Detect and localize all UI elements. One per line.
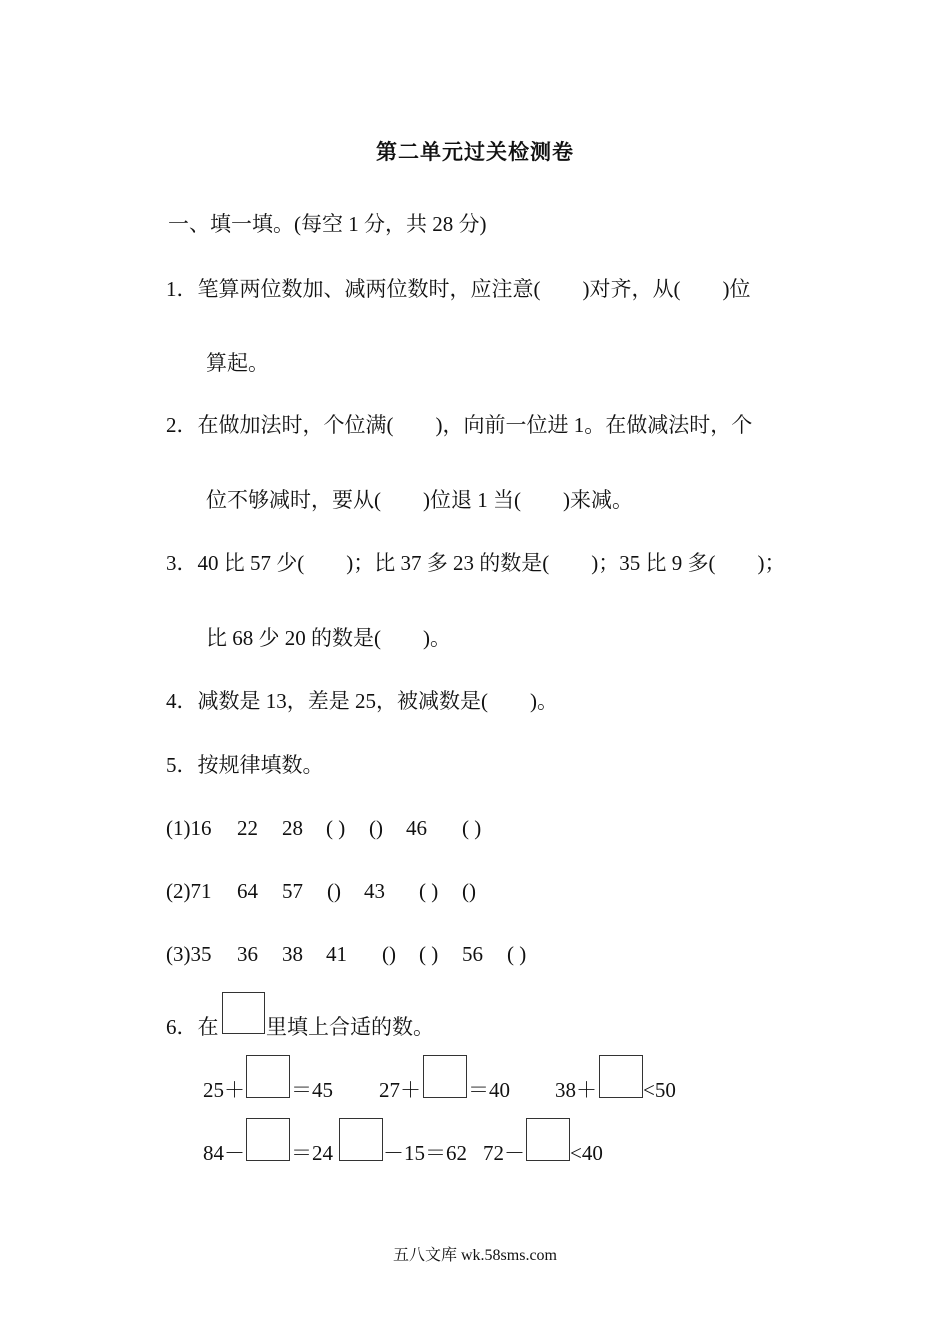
- sequence-blank[interactable]: ( ): [419, 942, 439, 966]
- sequence-cell: 64: [237, 879, 258, 903]
- sequence-blank[interactable]: ( ): [507, 942, 527, 966]
- answer-box[interactable]: [599, 1055, 643, 1098]
- sequence-cell: 41: [326, 942, 347, 966]
- answer-box[interactable]: [246, 1118, 290, 1161]
- question-6-prefix: 6．在: [166, 1015, 219, 1039]
- question-1-line-2: 算起。: [206, 351, 269, 375]
- sequence-cell: (1)16: [166, 816, 212, 840]
- question-2-line-2: 位不够减时，要从( )位退 1 当( )来减。: [206, 488, 633, 512]
- sequence-cell: 57: [282, 879, 303, 903]
- sequence-blank[interactable]: (): [462, 879, 476, 903]
- sequence-blank[interactable]: (): [327, 879, 341, 903]
- equation-term: 38＋: [555, 1078, 597, 1102]
- equation-term: ＝24: [291, 1141, 333, 1165]
- equation-term: 84－: [203, 1141, 245, 1165]
- question-1-line-1: 1．笔算两位数加、减两位数时，应注意( )对齐，从( )位: [166, 277, 751, 301]
- sequence-cell: 38: [282, 942, 303, 966]
- footer-watermark: 五八文库 wk.58sms.com: [392, 1247, 557, 1264]
- equation-term: ＝40: [468, 1078, 510, 1102]
- sequence-cell: 43: [364, 879, 385, 903]
- section-heading: 一、填一填。(每空 1 分，共 28 分): [168, 212, 487, 236]
- sequence-cell: 28: [282, 816, 303, 840]
- sequence-blank[interactable]: (): [382, 942, 396, 966]
- sequence-cell: 46: [406, 816, 427, 840]
- question-5-line-1: 5．按规律填数。: [166, 753, 324, 777]
- sequence-cell: 22: [237, 816, 258, 840]
- sequence-cell: 56: [462, 942, 483, 966]
- question-6-suffix: 里填上合适的数。: [266, 1015, 434, 1039]
- answer-box[interactable]: [526, 1118, 570, 1161]
- sequence-blank[interactable]: (): [369, 816, 383, 840]
- equation-term: －15＝62: [383, 1141, 467, 1165]
- question-4-line-1: 4．减数是 13，差是 25，被减数是( )。: [166, 689, 558, 713]
- equation-term: <50: [643, 1078, 676, 1102]
- question-3-line-1: 3．40 比 57 少( )；比 37 多 23 的数是( )；35 比 9 多( )；: [166, 551, 786, 575]
- equation-term: ＝45: [291, 1078, 333, 1102]
- question-3-line-2: 比 68 少 20 的数是( )。: [206, 626, 451, 650]
- answer-box[interactable]: [339, 1118, 383, 1161]
- sequence-cell: (2)71: [166, 879, 212, 903]
- answer-box[interactable]: [423, 1055, 467, 1098]
- equation-term: <40: [570, 1141, 603, 1165]
- sequence-blank[interactable]: ( ): [326, 816, 346, 840]
- sequence-cell: 36: [237, 942, 258, 966]
- sequence-blank[interactable]: ( ): [419, 879, 439, 903]
- question-2-line-1: 2．在做加法时，个位满( )，向前一位进 1。在做减法时，个: [166, 413, 753, 437]
- equation-term: 72－: [483, 1141, 525, 1165]
- page-title: 第二单元过关检测卷: [376, 140, 574, 164]
- equation-term: 25＋: [203, 1078, 245, 1102]
- answer-box[interactable]: [246, 1055, 290, 1098]
- answer-box-sample: [222, 992, 265, 1034]
- sequence-cell: (3)35: [166, 942, 212, 966]
- equation-term: 27＋: [379, 1078, 421, 1102]
- sequence-blank[interactable]: ( ): [462, 816, 482, 840]
